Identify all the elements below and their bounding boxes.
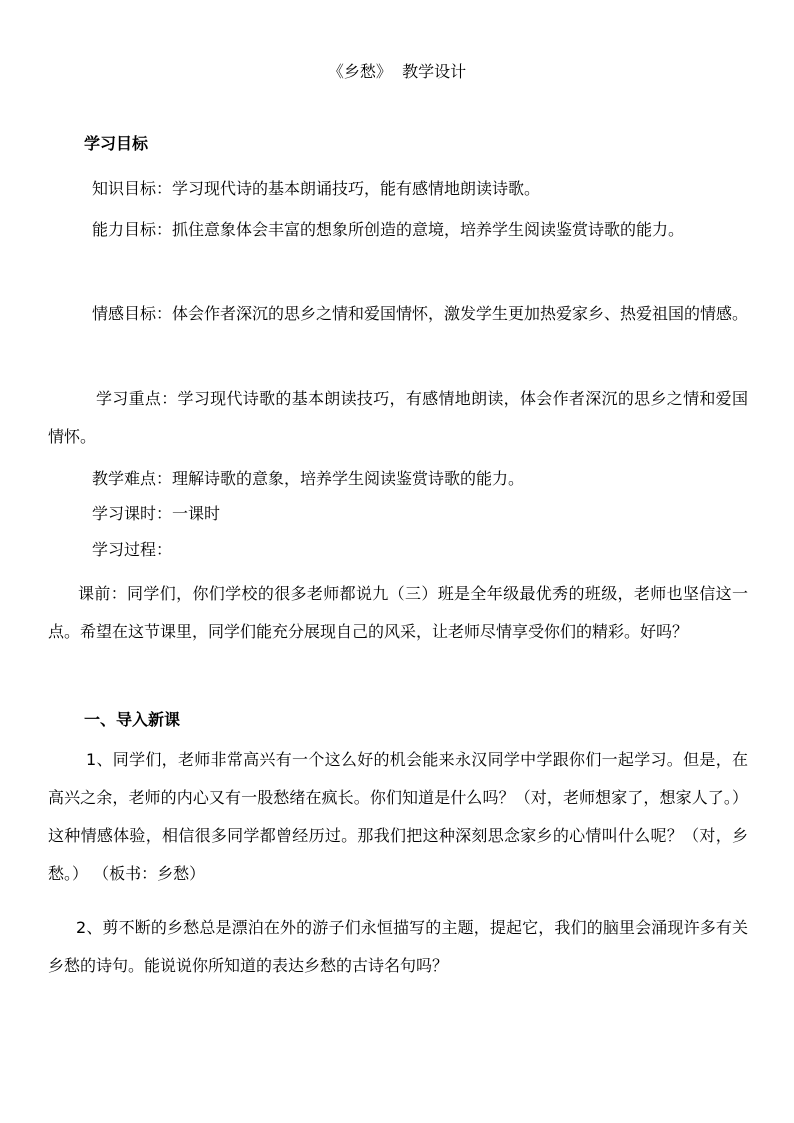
emotion-goal: 情感目标：体会作者深沉的思乡之情和爱国情怀，激发学生更加热爱家乡、热爱祖国的情感。 — [92, 304, 749, 323]
document-title: 《乡愁》 教学设计 — [327, 62, 467, 81]
ability-goal: 能力目标：抓住意象体会丰富的想象所创造的意境，培养学生阅读鉴赏诗歌的能力。 — [92, 220, 685, 239]
section-one-heading: 一、导入新课 — [84, 710, 181, 729]
step-one-text: 1、同学们，老师非常高兴有一个这么好的机会能来永汉同学中学跟你们一起学习。但是，在高兴之余，老师的内心又有一股愁绪在疯长。你们知道是什么吗？（对，老师想家了，想家人了。）这种情感体验，相信很多同学都曾经历过。那我们把这种深刻思念家乡的心情叫什么呢？（对，乡愁。） （板书：乡愁） — [48, 750, 748, 883]
objectives-heading: 学习目标 — [84, 134, 149, 153]
step-two-text: 2、剪不断的乡愁总是漂泊在外的游子们永恒描写的主题，提起它，我们的脑里会涌现许多有关乡愁的诗句。能说说你所知道的表达乡愁的古诗名句吗？ — [48, 918, 748, 975]
knowledge-goal: 知识目标：学习现代诗的基本朗诵技巧，能有感情地朗读诗歌。 — [92, 179, 541, 198]
process-label: 学习过程： — [92, 540, 173, 559]
class-hours: 学习课时：一课时 — [92, 504, 221, 523]
key-points: 学习重点：学习现代诗歌的基本朗读技巧，有感情地朗读，体会作者深沉的思乡之情和爱国情怀。 — [48, 389, 748, 446]
teaching-difficulties: 教学难点：理解诗歌的意象，培养学生阅读鉴赏诗歌的能力。 — [92, 469, 525, 488]
pre-class-text: 课前：同学们，你们学校的很多老师都说九（三）班是全年级最优秀的班级，老师也坚信这一点。希望在这节课里，同学们能充分展现自己的风采，让老师尽情享受你们的精彩。好吗？ — [48, 584, 748, 641]
